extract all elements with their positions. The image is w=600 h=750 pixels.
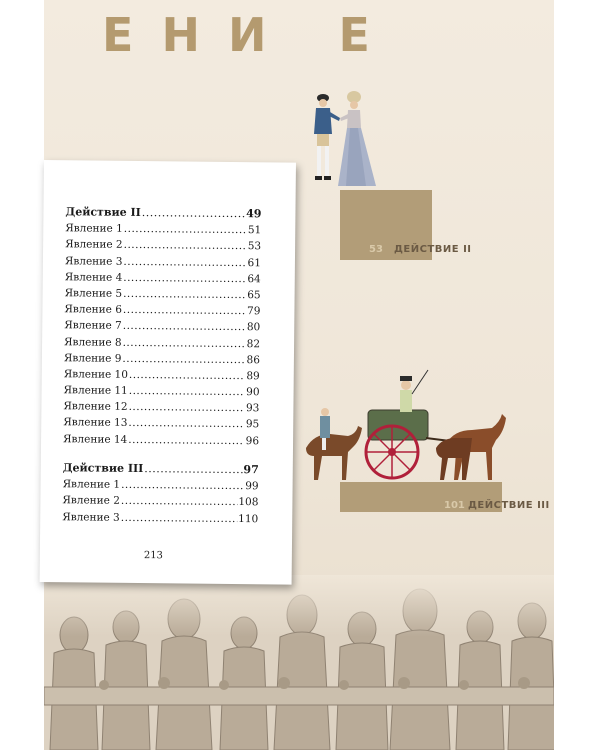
toc-entry-label: Явление 8: [64, 335, 122, 349]
toc-entry-page: 80: [246, 321, 261, 334]
horse-carriage-illustration: [296, 368, 506, 486]
toc-entry-page: 110: [238, 512, 259, 525]
leader-dots: [121, 509, 238, 526]
toc-group-act-2: [63, 204, 262, 449]
toc-entry-page: 95: [245, 418, 260, 431]
toc-entry-page: 86: [246, 353, 260, 366]
toc-entry-label: Явление 5: [64, 287, 123, 300]
toc-entry-page: 53: [247, 240, 262, 253]
toc-entry[interactable]: [65, 237, 261, 255]
table-of-contents-card: [40, 160, 296, 585]
leader-dots: [129, 399, 245, 416]
toc-entry-label: Действие II: [65, 205, 141, 220]
toc-entry-page: 82: [246, 337, 261, 350]
couple-illustration: [306, 88, 386, 192]
section-number: 101: [444, 500, 465, 511]
leader-dots: [124, 237, 247, 254]
leader-dots: [123, 253, 246, 270]
section-label: ДЕЙСТВИЕ II: [394, 244, 472, 255]
leader-dots: [128, 415, 244, 432]
leader-dots: [123, 270, 246, 287]
leader-dots: [129, 383, 245, 400]
leader-dots: [121, 477, 244, 494]
toc-entry-page: 93: [245, 402, 260, 415]
toc-entry-page: 64: [247, 272, 261, 286]
toc-entry-label: Явление 6: [64, 303, 123, 316]
toc-entry-label: Явление 10: [63, 368, 129, 381]
leader-dots: [128, 432, 244, 449]
toc-entry-page: 90: [246, 386, 260, 399]
leader-dots: [121, 493, 238, 510]
toc-entry-page: 97: [243, 463, 259, 477]
toc-entry-page: 61: [247, 256, 261, 269]
toc-entry-label: Явление 12: [63, 400, 128, 414]
toc-entry-label: Явление 14: [63, 432, 128, 446]
toc-entry-label: Действие III: [62, 461, 144, 476]
toc-entry-label: Явление 4: [64, 270, 123, 284]
toc-entry-page: 108: [238, 496, 259, 509]
toc-entry[interactable]: [63, 431, 259, 449]
toc-entry-label: Явление 2: [62, 494, 121, 508]
page-heading: Е Н И Е: [102, 8, 376, 62]
toc-entry[interactable]: [62, 493, 258, 511]
leader-dots: [122, 351, 245, 368]
leader-dots: [123, 334, 246, 351]
leader-dots: [123, 286, 246, 303]
toc-entry-page: 51: [247, 224, 262, 237]
leader-dots: [144, 461, 242, 478]
toc-entry-label: Явление 9: [63, 351, 122, 365]
section-label: ДЕЙСТВИЕ III: [468, 500, 550, 511]
leader-dots: [123, 302, 246, 319]
toc-entry-page: 96: [245, 434, 260, 447]
toc-entry-label: Явление 3: [64, 254, 123, 268]
toc-entry-page: 65: [247, 289, 261, 302]
banquet-engraving: [44, 575, 554, 750]
toc-entry-label: Явление 3: [62, 510, 120, 524]
toc-entry[interactable]: [62, 509, 258, 527]
toc-entry-label: Явление 7: [64, 319, 122, 333]
toc-entry-label: Явление 1: [65, 222, 123, 236]
toc-entry[interactable]: [65, 253, 261, 271]
toc-group-act-3: [62, 460, 259, 527]
toc-entry[interactable]: [65, 220, 261, 238]
toc-entry[interactable]: [63, 476, 259, 494]
toc-entry-label: Явление 13: [63, 416, 128, 430]
toc-entry[interactable]: [65, 269, 261, 287]
toc-entry-label: Явление 1: [62, 478, 121, 492]
page-number: 213: [143, 550, 164, 562]
toc-entry-page: 99: [245, 480, 259, 493]
toc-entry-label: Явление 11: [63, 384, 128, 397]
leader-dots: [124, 221, 247, 238]
toc-entry-page: 79: [246, 305, 261, 318]
leader-dots: [123, 318, 246, 335]
toc-entry[interactable]: [65, 204, 261, 222]
leader-dots: [129, 367, 245, 384]
toc-entry[interactable]: [63, 460, 259, 478]
toc-entry-page: 49: [246, 207, 262, 221]
leader-dots: [142, 205, 245, 222]
toc-entry-label: Явление 2: [65, 238, 123, 252]
section-number: 53: [369, 244, 383, 255]
toc-entry-page: 89: [246, 370, 260, 383]
